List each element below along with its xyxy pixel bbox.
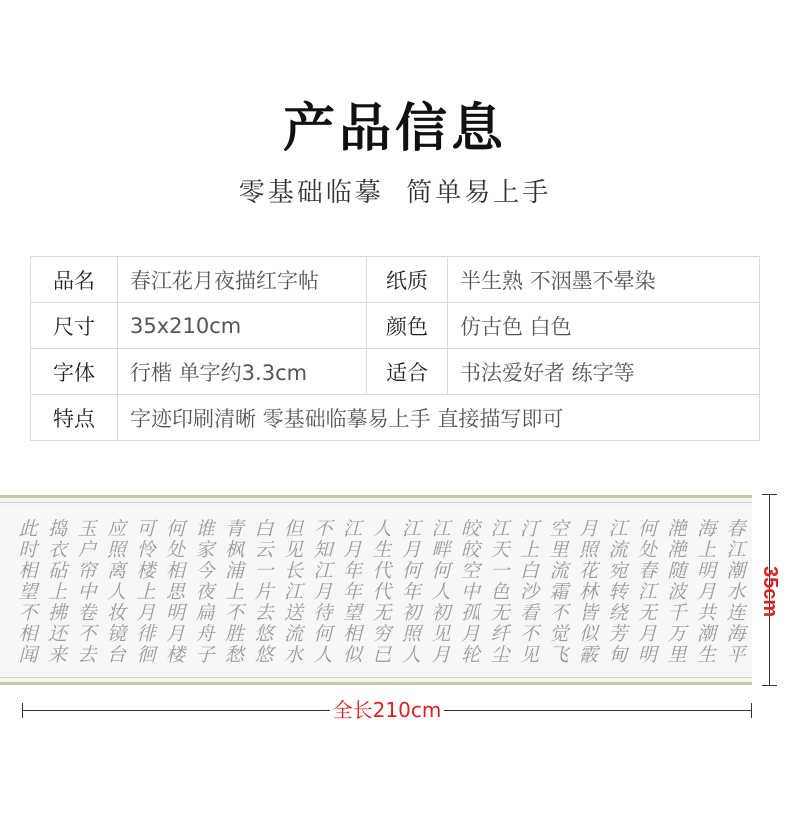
calligraphy-char: 时	[18, 539, 38, 561]
calligraphy-char: 无	[490, 602, 510, 624]
calligraphy-char: 见	[283, 539, 304, 561]
calligraphy-char: 空	[460, 560, 481, 582]
calligraphy-char: 似	[342, 644, 363, 666]
calligraphy-char: 觉	[549, 623, 569, 645]
calligraphy-char: 上	[224, 581, 245, 603]
calligraphy-char: 何	[637, 518, 658, 540]
calligraphy-char: 纤	[490, 623, 510, 645]
calligraphy-char: 月	[401, 539, 422, 561]
calligraphy-char: 不	[549, 602, 569, 624]
calligraphy-char: 流	[549, 560, 569, 582]
calligraphy-char: 见	[431, 623, 451, 645]
color-key: 颜色	[367, 303, 448, 349]
calligraphy-char: 里	[667, 644, 687, 666]
calligraphy-char: 随	[667, 560, 687, 582]
calligraphy-char: 照	[578, 539, 599, 561]
calligraphy-char: 胜	[224, 623, 245, 645]
calligraphy-char: 拂	[47, 602, 68, 624]
calligraphy-char: 离	[106, 560, 127, 582]
calligraphy-char: 江	[490, 518, 510, 540]
calligraphy-char: 代	[372, 581, 392, 603]
product-info-table	[30, 256, 760, 441]
calligraphy-char: 相	[18, 560, 38, 582]
calligraphy-char: 去	[254, 602, 274, 624]
length-dimension-left-tick	[22, 703, 23, 718]
calligraphy-char: 沙	[519, 581, 540, 603]
calligraphy-char: 处	[165, 539, 186, 561]
calligraphy-text	[0, 509, 752, 671]
calligraphy-char: 衣	[47, 539, 68, 561]
calligraphy-char: 潮	[726, 560, 746, 582]
calligraphy-char: 穷	[372, 623, 392, 645]
calligraphy-char: 已	[372, 644, 392, 666]
calligraphy-char: 捣	[47, 518, 68, 540]
scroll-top-inner-border	[0, 502, 752, 503]
calligraphy-char: 水	[726, 581, 746, 603]
calligraphy-char: 霜	[549, 581, 569, 603]
calligraphy-char: 舟	[195, 623, 215, 645]
calligraphy-char: 帘	[77, 560, 97, 582]
calligraphy-char: 千	[667, 602, 687, 624]
calligraphy-char: 中	[460, 581, 481, 603]
calligraphy-char: 待	[313, 602, 333, 624]
calligraphy-char: 一	[254, 560, 274, 582]
calligraphy-char: 波	[667, 581, 687, 603]
calligraphy-char: 何	[313, 623, 333, 645]
calligraphy-char: 愁	[224, 644, 245, 666]
calligraphy-char: 悠	[254, 644, 274, 666]
length-dimension-label: 全长210cm	[330, 696, 444, 724]
calligraphy-char: 闻	[18, 644, 38, 666]
calligraphy-char: 月	[578, 518, 599, 540]
calligraphy-char: 楼	[165, 644, 186, 666]
calligraphy-char: 上	[47, 581, 68, 603]
calligraphy-char: 不	[18, 602, 38, 624]
calligraphy-char: 但	[283, 518, 304, 540]
calligraphy-char: 似	[578, 623, 599, 645]
calligraphy-char: 怜	[136, 539, 156, 561]
calligraphy-char: 楼	[136, 560, 156, 582]
calligraphy-char: 扁	[195, 602, 215, 624]
calligraphy-char: 生	[372, 539, 392, 561]
calligraphy-char: 江	[608, 518, 628, 540]
calligraphy-char: 徊	[136, 644, 156, 666]
calligraphy-char: 砧	[47, 560, 68, 582]
calligraphy-char: 畔	[431, 539, 451, 561]
calligraphy-char: 人	[313, 644, 333, 666]
table-row	[31, 303, 760, 349]
feature-key: 特点	[31, 395, 118, 441]
calligraphy-char: 年	[401, 581, 422, 603]
table-row	[31, 257, 760, 303]
calligraphy-char: 白	[519, 560, 540, 582]
calligraphy-char: 徘	[136, 623, 156, 645]
calligraphy-char: 白	[254, 518, 274, 540]
calligraphy-char: 不	[313, 518, 333, 540]
calligraphy-char: 月	[696, 581, 717, 603]
height-dimension-label: 35cm	[759, 566, 781, 618]
calligraphy-char: 天	[490, 539, 510, 561]
calligraphy-char: 见	[519, 644, 540, 666]
calligraphy-char: 初	[431, 602, 451, 624]
calligraphy-char: 镜	[106, 623, 127, 645]
calligraphy-char: 皎	[460, 518, 481, 540]
calligraphy-char: 何	[401, 560, 422, 582]
calligraphy-char: 流	[283, 623, 304, 645]
calligraphy-char: 甸	[608, 644, 628, 666]
calligraphy-char: 云	[254, 539, 274, 561]
calligraphy-char: 户	[77, 539, 97, 561]
calligraphy-char: 相	[342, 623, 363, 645]
calligraphy-char: 人	[106, 581, 127, 603]
calligraphy-char: 江	[283, 581, 304, 603]
calligraphy-char: 台	[106, 644, 127, 666]
length-dimension-right-tick	[751, 703, 752, 718]
calligraphy-char: 月	[637, 623, 658, 645]
calligraphy-char: 万	[667, 623, 687, 645]
calligraphy-char: 汀	[519, 518, 540, 540]
color-value: 仿古色 白色	[448, 303, 760, 349]
calligraphy-char: 上	[136, 581, 156, 603]
calligraphy-char: 应	[106, 518, 127, 540]
calligraphy-char: 人	[372, 518, 392, 540]
calligraphy-char: 人	[431, 581, 451, 603]
calligraphy-char: 望	[18, 581, 38, 603]
calligraphy-char: 不	[519, 623, 540, 645]
calligraphy-char: 枫	[224, 539, 245, 561]
calligraphy-char: 人	[401, 644, 422, 666]
calligraphy-char: 悠	[254, 623, 274, 645]
scroll-paper	[0, 509, 752, 671]
table-row	[31, 395, 760, 441]
calligraphy-char: 平	[726, 644, 746, 666]
calligraphy-char: 卷	[77, 602, 97, 624]
calligraphy-char: 此	[18, 518, 38, 540]
calligraphy-char: 皆	[578, 602, 599, 624]
calligraphy-char: 连	[726, 602, 746, 624]
scroll-bottom-border	[0, 682, 752, 685]
calligraphy-char: 去	[77, 644, 97, 666]
calligraphy-char: 上	[696, 539, 717, 561]
calligraphy-char: 何	[431, 560, 451, 582]
calligraphy-char: 月	[460, 623, 481, 645]
calligraphy-char: 芳	[608, 623, 628, 645]
calligraphy-char: 代	[372, 560, 392, 582]
calligraphy-char: 月	[431, 644, 451, 666]
calligraphy-char: 一	[490, 560, 510, 582]
size-key: 尺寸	[31, 303, 118, 349]
calligraphy-char: 海	[696, 518, 717, 540]
calligraphy-char: 还	[47, 623, 68, 645]
calligraphy-char: 浦	[224, 560, 245, 582]
size-value: 35x210cm	[118, 303, 367, 349]
calligraphy-char: 谁	[195, 518, 215, 540]
suitable-value: 书法爱好者 练字等	[448, 349, 760, 395]
calligraphy-char: 明	[165, 602, 186, 624]
calligraphy-char: 江	[726, 539, 746, 561]
calligraphy-char: 里	[549, 539, 569, 561]
calligraphy-char: 思	[165, 581, 186, 603]
calligraphy-char: 照	[106, 539, 127, 561]
calligraphy-char: 海	[726, 623, 746, 645]
calligraphy-char: 花	[578, 560, 599, 582]
paper-key: 纸质	[367, 257, 448, 303]
calligraphy-char: 无	[637, 602, 658, 624]
calligraphy-char: 滟	[667, 539, 687, 561]
suitable-key: 适合	[367, 349, 448, 395]
calligraphy-char: 尘	[490, 644, 510, 666]
calligraphy-char: 孤	[460, 602, 481, 624]
calligraphy-char: 子	[195, 644, 215, 666]
calligraphy-char: 处	[637, 539, 658, 561]
calligraphy-char: 色	[490, 581, 510, 603]
calligraphy-char: 共	[696, 602, 717, 624]
calligraphy-char: 飞	[549, 644, 569, 666]
calligraphy-char: 明	[696, 560, 717, 582]
calligraphy-char: 送	[283, 602, 304, 624]
calligraphy-char: 绕	[608, 602, 628, 624]
calligraphy-char: 轮	[460, 644, 481, 666]
calligraphy-char: 皎	[460, 539, 481, 561]
calligraphy-char: 月	[136, 602, 156, 624]
calligraphy-char: 妆	[106, 602, 127, 624]
calligraphy-char: 林	[578, 581, 599, 603]
page-title: 产品信息	[282, 99, 507, 159]
height-dimension-bottom-tick	[762, 685, 777, 686]
calligraphy-char: 转	[608, 581, 628, 603]
feature-value: 字迹印刷清晰 零基础临摹易上手 直接描写即可	[118, 395, 760, 441]
product-name-value: 春江花月夜描红字帖	[118, 257, 367, 303]
font-value: 行楷 单字约3.3cm	[118, 349, 367, 395]
calligraphy-char: 生	[696, 644, 717, 666]
calligraphy-char: 滟	[667, 518, 687, 540]
calligraphy-char: 江	[313, 560, 333, 582]
calligraphy-char: 何	[165, 518, 186, 540]
calligraphy-char: 今	[195, 560, 215, 582]
calligraphy-char: 照	[401, 623, 422, 645]
calligraphy-char: 长	[283, 560, 304, 582]
calligraphy-char: 初	[401, 602, 422, 624]
calligraphy-char: 江	[342, 518, 363, 540]
calligraphy-char: 玉	[77, 518, 97, 540]
calligraphy-char: 不	[77, 623, 97, 645]
calligraphy-char: 江	[401, 518, 422, 540]
calligraphy-char: 望	[342, 602, 363, 624]
table-row	[31, 349, 760, 395]
scroll-bottom-inner-border	[0, 677, 752, 678]
page-subtitle: 零基础临摹 简单易上手	[238, 178, 552, 208]
calligraphy-char: 片	[254, 581, 274, 603]
calligraphy-char: 家	[195, 539, 215, 561]
calligraphy-char: 可	[136, 518, 156, 540]
calligraphy-char: 无	[372, 602, 392, 624]
calligraphy-char: 青	[224, 518, 245, 540]
calligraphy-char: 来	[47, 644, 68, 666]
calligraphy-char: 空	[549, 518, 569, 540]
calligraphy-char: 看	[519, 602, 540, 624]
calligraphy-char: 霰	[578, 644, 599, 666]
calligraphy-char: 春	[637, 560, 658, 582]
calligraphy-char: 潮	[696, 623, 717, 645]
calligraphy-scroll-image	[0, 495, 752, 685]
calligraphy-char: 明	[637, 644, 658, 666]
paper-value: 半生熟 不洇墨不晕染	[448, 257, 760, 303]
calligraphy-char: 不	[224, 602, 245, 624]
calligraphy-char: 相	[165, 560, 186, 582]
font-key: 字体	[31, 349, 118, 395]
calligraphy-char: 年	[342, 581, 363, 603]
calligraphy-char: 宛	[608, 560, 628, 582]
product-name-key: 品名	[31, 257, 118, 303]
calligraphy-char: 水	[283, 644, 304, 666]
calligraphy-char: 年	[342, 560, 363, 582]
calligraphy-char: 春	[726, 518, 746, 540]
calligraphy-char: 月	[165, 623, 186, 645]
height-dimension-top-tick	[762, 494, 777, 495]
calligraphy-char: 上	[519, 539, 540, 561]
calligraphy-char: 江	[637, 581, 658, 603]
calligraphy-char: 中	[77, 581, 97, 603]
scroll-top-border	[0, 495, 752, 498]
calligraphy-char: 江	[431, 518, 451, 540]
calligraphy-char: 知	[313, 539, 333, 561]
calligraphy-char: 月	[342, 539, 363, 561]
calligraphy-char: 月	[313, 581, 333, 603]
calligraphy-char: 夜	[195, 581, 215, 603]
calligraphy-char: 相	[18, 623, 38, 645]
calligraphy-char: 流	[608, 539, 628, 561]
